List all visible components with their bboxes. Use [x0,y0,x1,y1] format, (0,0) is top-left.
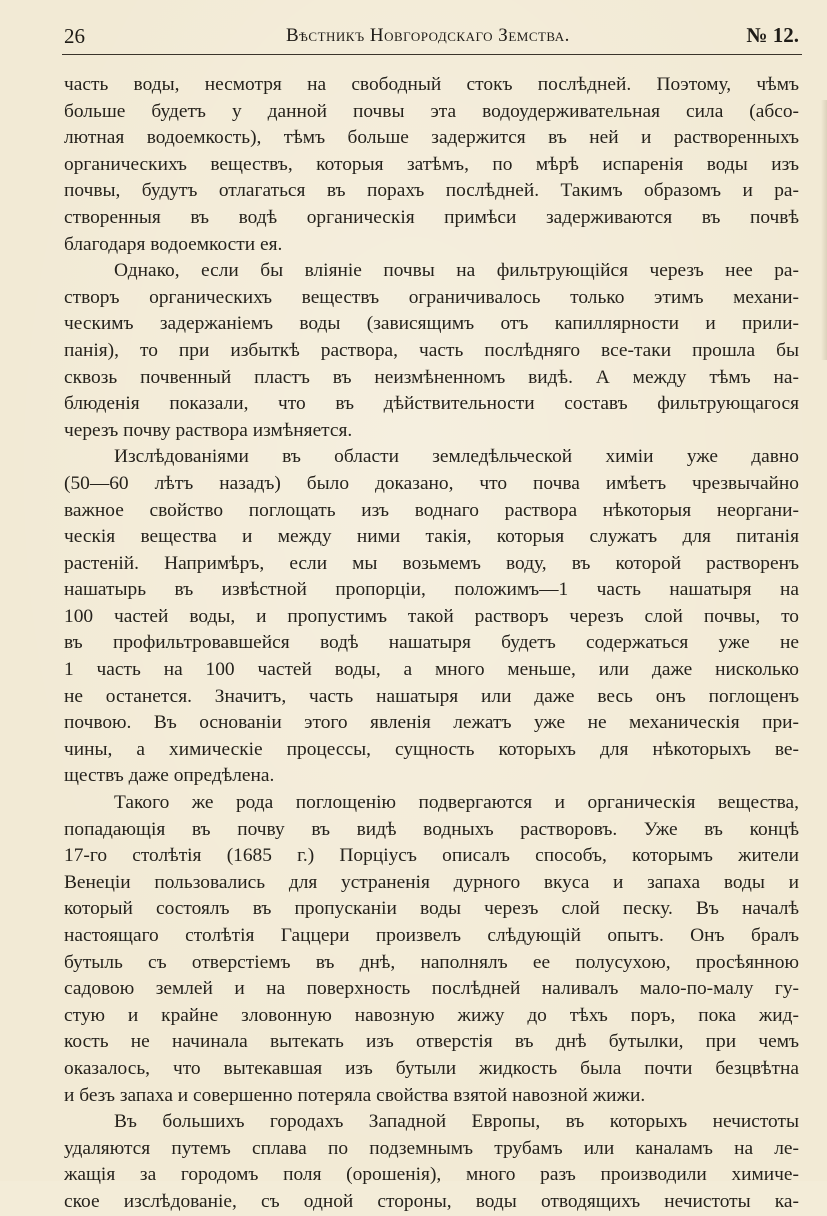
text-line: садовою землей и на поверхность послѣдней наливалъ мало-по-малу гу- [64,978,799,1000]
text-line: (50—60 лѣтъ назадъ) было доказано, что почва имѣетъ чрезвычайно [64,472,799,494]
text-line: ществъ даже опредѣлена. [64,765,275,787]
text-line: стую и крайне зловонную навозную жижу до тѣхъ поръ, пока жид- [64,1004,799,1026]
body-text [64,72,799,1216]
text-line: ческимъ задержаніемъ воды (зависящимъ отъ капиллярности и прили- [64,313,799,335]
text-line: попадающія въ почву въ видѣ водныхъ растворовъ. Уже въ концѣ [64,818,799,840]
text-line: ческія вещества и между ними такія, которыя служатъ для питанія [64,526,799,548]
issue-number: № 12. [746,23,799,47]
text-line: панія), то при избыткѣ раствора, часть послѣдняго все-таки прошла бы [64,339,799,361]
text-line: блюденія показали, что въ дѣйствительности составъ фильтрующагося [64,393,799,415]
text-line: лютная водоемкость), тѣмъ больше задержится въ ней и растворенныхъ [64,127,799,149]
text-line: ское изслѣдованіе, съ одной стороны, воды отводящихъ нечистоты ка- [64,1190,799,1212]
text-line: который состоялъ въ пропусканіи воды черезъ слой песку. Въ началѣ [64,898,799,920]
text-line: 1 часть на 100 частей воды, а много меньше, или даже нисколько [64,659,799,681]
text-line: благодаря водоемкости ея. [64,233,283,255]
text-line: оказалось, что вытекавшая изъ бутыли жидкость была почти безцвѣтна [64,1057,799,1079]
header-rule [62,54,802,55]
text-line: бутыль съ отверстіемъ въ днѣ, наполнялъ ее полусухою, просѣянною [64,951,799,973]
text-line: 17-го столѣтія (1685 г.) Порціусъ описалъ способъ, которымъ жители [64,845,799,867]
text-line: растеній. Напримѣръ, если мы возьмемъ воду, въ которой растворенъ [64,552,799,574]
text-line: не останется. Значитъ, часть нашатыря или даже весь онъ поглощенъ [64,685,799,707]
text-line: створъ органическихъ веществъ ограничивалось только этимъ механи- [64,286,799,308]
text-line: створенныя въ водѣ органическія примѣси задерживаются въ почвѣ [64,206,799,228]
text-line: настоящаго столѣтія Гаццери произвелъ слѣдующій опытъ. Онъ бралъ [64,925,799,946]
text-line: сквозь почвенный пластъ въ неизмѣненномъ видѣ. А между тѣмъ на- [64,366,799,388]
text-line: въ профильтровавшейся водѣ нашатыря будетъ содержаться уже не [64,632,799,654]
text-line: чины, а химическіе процессы, сущность которыхъ для нѣкоторыхъ ве- [64,738,799,760]
text-line: Такого же рода поглощенію подвергаются и органическія вещества, [114,792,799,814]
text-line: Венеціи пользовались для устраненія дурного вкуса и запаха воды и [64,871,799,893]
text-line: важное свойство поглощать изъ воднаго раствора нѣкоторыя неоргани- [64,499,799,521]
text-line: Однако, если бы вліяніе почвы на фильтрующійся черезъ нее ра- [114,260,799,282]
text-line: удаляются путемъ сплава по подземнымъ трубамъ или каналамъ на ле- [64,1137,799,1159]
text-line: почвы, будутъ отлагаться въ порахъ послѣдней. Такимъ образомъ и ра- [64,180,799,202]
journal-title: Вѣстникъ Новгородскаго Земства. [286,25,570,46]
page-number: 26 [64,24,85,48]
text-line: и безъ запаха и совершенно потеряла свойства взятой навозной жижи. [64,1084,646,1106]
text-line: черезъ почву раствора измѣняется. [64,419,353,441]
text-line: часть воды, несмотря на свободный стокъ послѣдней. Поэтому, чѣмъ [64,74,799,95]
text-line: больше будетъ у данной почвы эта водоудерживательная сила (абсо- [64,100,799,122]
text-line: органическихъ веществъ, которыя затѣмъ, по мѣрѣ испаренія воды изъ [64,153,799,175]
text-line: кость не начинала вытекать изъ отверстія въ днѣ бутылки, при чемъ [64,1031,799,1053]
text-line: Въ большихъ городахъ Западной Европы, въ которыхъ нечистоты [114,1111,799,1133]
text-line: жащія за городомъ поля (орошенія), много разъ производили химиче- [64,1164,799,1186]
text-line: почвою. Въ основаніи этого явленія лежатъ уже не механическія при- [64,712,799,734]
running-header [64,22,799,52]
text-line: нашатырь въ извѣстной пропорціи, положимъ—1 часть нашатыря на [64,579,799,601]
text-line: 100 частей воды, и пропустимъ такой растворъ черезъ слой почвы, то [64,605,799,627]
text-line: Изслѣдованіями въ области земледѣльческой химіи уже давно [114,446,799,468]
page-edge-shadow [821,100,827,360]
